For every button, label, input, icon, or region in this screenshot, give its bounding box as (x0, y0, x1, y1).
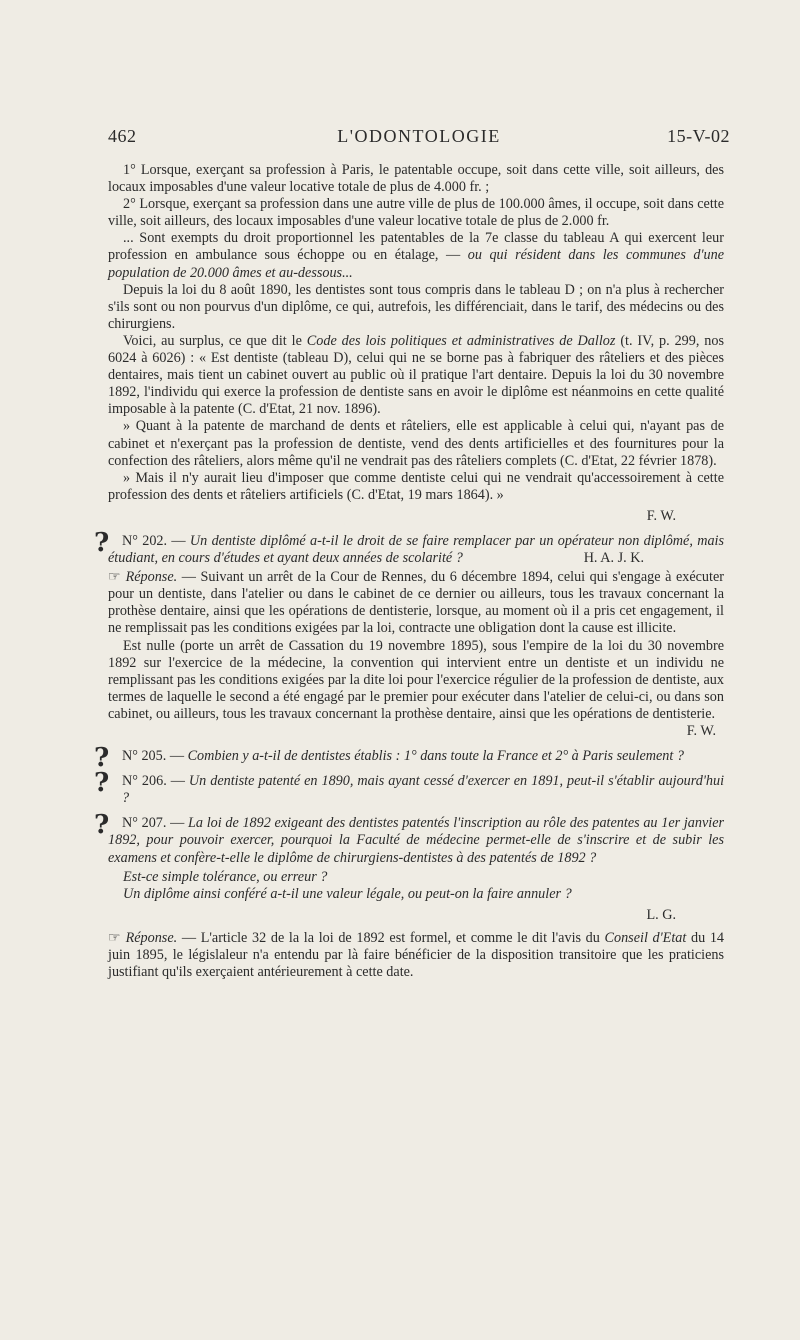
question-mark-icon: ? (94, 743, 110, 774)
question-number: N° 207. — (122, 815, 185, 832)
response-label: Réponse. (125, 929, 178, 946)
response-text: — L'article 32 de la la loi de 1892 est formel, et comme le dit l'avis du (181, 929, 600, 946)
question-number: N° 205. — (122, 748, 185, 765)
question-body: Un diplôme ainsi conféré a-t-il une valeur légale, ou peut-on la faire annuler ? (123, 885, 572, 902)
question-body: Est-ce simple tolérance, ou erreur ? (123, 868, 328, 885)
paragraph: 2° Lorsque, exerçant sa profession dans une autre ville de plus de 100.000 âmes, il occupe, soit dans cette ville, soit ailleurs, des locaux imposables d'une valeur locative totale de plus de 2.000 fr. (108, 196, 724, 230)
page-number: 462 (108, 126, 137, 146)
pointing-hand-icon: ☞ (108, 570, 120, 586)
question-text (108, 773, 724, 807)
signature: F. W. (646, 507, 676, 524)
issue-date: 15-V-02 (667, 126, 730, 146)
paragraph: » Mais il n'y aurait lieu d'imposer que comme dentiste celui qui ne vendrait qu'accessoirement à cette profession des dents et râteliers artificiels (C. d'Etat, 19 mars 1864). » (108, 469, 724, 503)
question-mark-icon: ? (94, 768, 110, 799)
question-text (108, 748, 724, 765)
question-text (108, 533, 724, 567)
question-author: H. A. J. K. (583, 550, 644, 567)
response-label: Réponse. (125, 569, 178, 586)
paragraph (108, 230, 724, 281)
question-mark-icon: ? (94, 810, 110, 841)
text-run: ... Sont exempts du droit proportionnel les patentables de la 7e classe du tableau A qui exercent leur profession en ambulance sous échoppe ou en étalage, — (108, 230, 724, 264)
body-text (94, 162, 725, 981)
paragraph (108, 333, 724, 418)
question-body: Combien y a-t-il de dentistes établis : 1° dans toute la France et 2° à Paris seulement ? (187, 748, 684, 765)
italic-run: Code des lois politiques et administratives de Dalloz (306, 332, 616, 349)
question-207 (94, 810, 725, 866)
paragraph: 1° Lorsque, exerçant sa profession à Paris, le patentable occupe, soit dans cette ville, soit ailleurs, des locaux imposables d'une valeur locative totale de plus de 4.000 fr. ; (108, 162, 724, 196)
pointing-hand-icon: ☞ (108, 930, 120, 946)
italic-run: Conseil d'Etat (604, 929, 687, 946)
italic-run: ou qui résident dans les communes d'une population de 20.000 âmes et au-dessous... (108, 247, 725, 281)
journal-title: L'ODONTOLOGIE (337, 126, 501, 146)
paragraph: » Quant à la patente de marchand de dents et râteliers, elle est applicable à celui qui, n'ayant pas de cabinet et n'exerçant pas la profession de dentiste, vend des dents artificielles et des fournitures pour la confection des râteliers, alors même qu'il ne vendrait pas des râteliers complets (C. d'Etat, 22 février 1878). (108, 418, 724, 469)
text-run: Voici, au surplus, ce que dit le (123, 332, 302, 349)
question-206 (94, 768, 725, 807)
question-line (108, 869, 724, 886)
question-body: Un dentiste diplômé a-t-il le droit de se faire remplacer par un opérateur non diplômé, mais étudiant, en cours d'études et ayant deux années de scolarité ? (108, 532, 725, 567)
running-header (108, 126, 730, 150)
question-body: Un dentiste patenté en 1890, mais ayant cessé d'exercer en 1891, peut-il s'établir aujourd'hui ? (122, 773, 725, 807)
question-number: N° 202. — (122, 532, 186, 549)
question-mark-icon: ? (94, 527, 110, 558)
response-text: — Suivant un arrêt de la Cour de Rennes, du 6 décembre 1894, celui qui s'engage à exécuter pour un dentiste, dans l'atelier ou dans le cabinet de ce dernier ou ailleurs, tous les travaux concernant la prothèse dentaire, ainsi que les opérations de dentisterie, lorsque, au moment où il a pris cet engagement, il ne remplissait pas les conditions exigées par la loi, contracte une obligation dont la cause est illicite. (108, 569, 724, 637)
question-202 (94, 527, 725, 567)
question-body: La loi de 1892 exigeant des dentistes patentés l'inscription au rôle des patentes au 1er janvier 1892, pour pouvoir exercer, pourquoi la Faculté de médecine permet-elle de s'inscrire et de subir les examens et confère-t-elle le diplôme de chirurgiens-dentistes à des patentés de 1892 ? (108, 815, 725, 866)
paragraph: Est nulle (porte un arrêt de Cassation du 19 novembre 1895), sous l'empire de la loi du 30 novembre 1892 sur l'exercice de la médecine, la convention qui intervient entre un dentiste et un individu ne remplissant pas les conditions exigées par la dite loi pour l'exercice régulier de la profession de dentiste, aux termes de laquelle le second a été engagé par le premier pour exécuter dans l'atelier de celui-ci, ou dans son cabinet, ou ailleurs, tous les travaux concernant la prothèse dentaire, ainsi que les opérations de dentisterie. (108, 637, 724, 722)
response-207 (108, 930, 724, 981)
question-text (108, 815, 724, 866)
response-202 (108, 569, 724, 637)
question-number: N° 206. — (122, 773, 185, 790)
response-text: du 14 juin 1895, le législaleur n'a entendu par là faire bénéficier de la disposition transitoire que les praticiens justifiant qu'ils exerçaient antérieurement à cette date. (108, 929, 724, 981)
text-run: (t. IV, p. 299, nos 6024 à 6026) : « Est dentiste (tableau D), celui qui ne se borne pas à fabriquer des râteliers et des pièces dentaires, mais tient un cabinet ouvert au public où il pratique l'art dentaire. Depuis la loi du 30 novembre 1892, l'individu qui exerce la profession de dentiste sans en avoir le diplôme est néanmoins en cette qualité imposable à la patente (C. d'Etat, 21 nov. 1896). (108, 332, 725, 418)
question-205 (94, 743, 724, 774)
signature: F. W. (686, 723, 716, 739)
question-line (108, 886, 724, 903)
question-author: L. G. (646, 906, 676, 923)
paragraph: Depuis la loi du 8 août 1890, les dentistes sont tous compris dans le tableau D ; on n'a plus à rechercher s'ils sont ou non pourvus d'un diplôme, ce qui, autrefois, les différenciait, dans le tarif, des médecins ou des chirurgiens. (108, 281, 724, 332)
